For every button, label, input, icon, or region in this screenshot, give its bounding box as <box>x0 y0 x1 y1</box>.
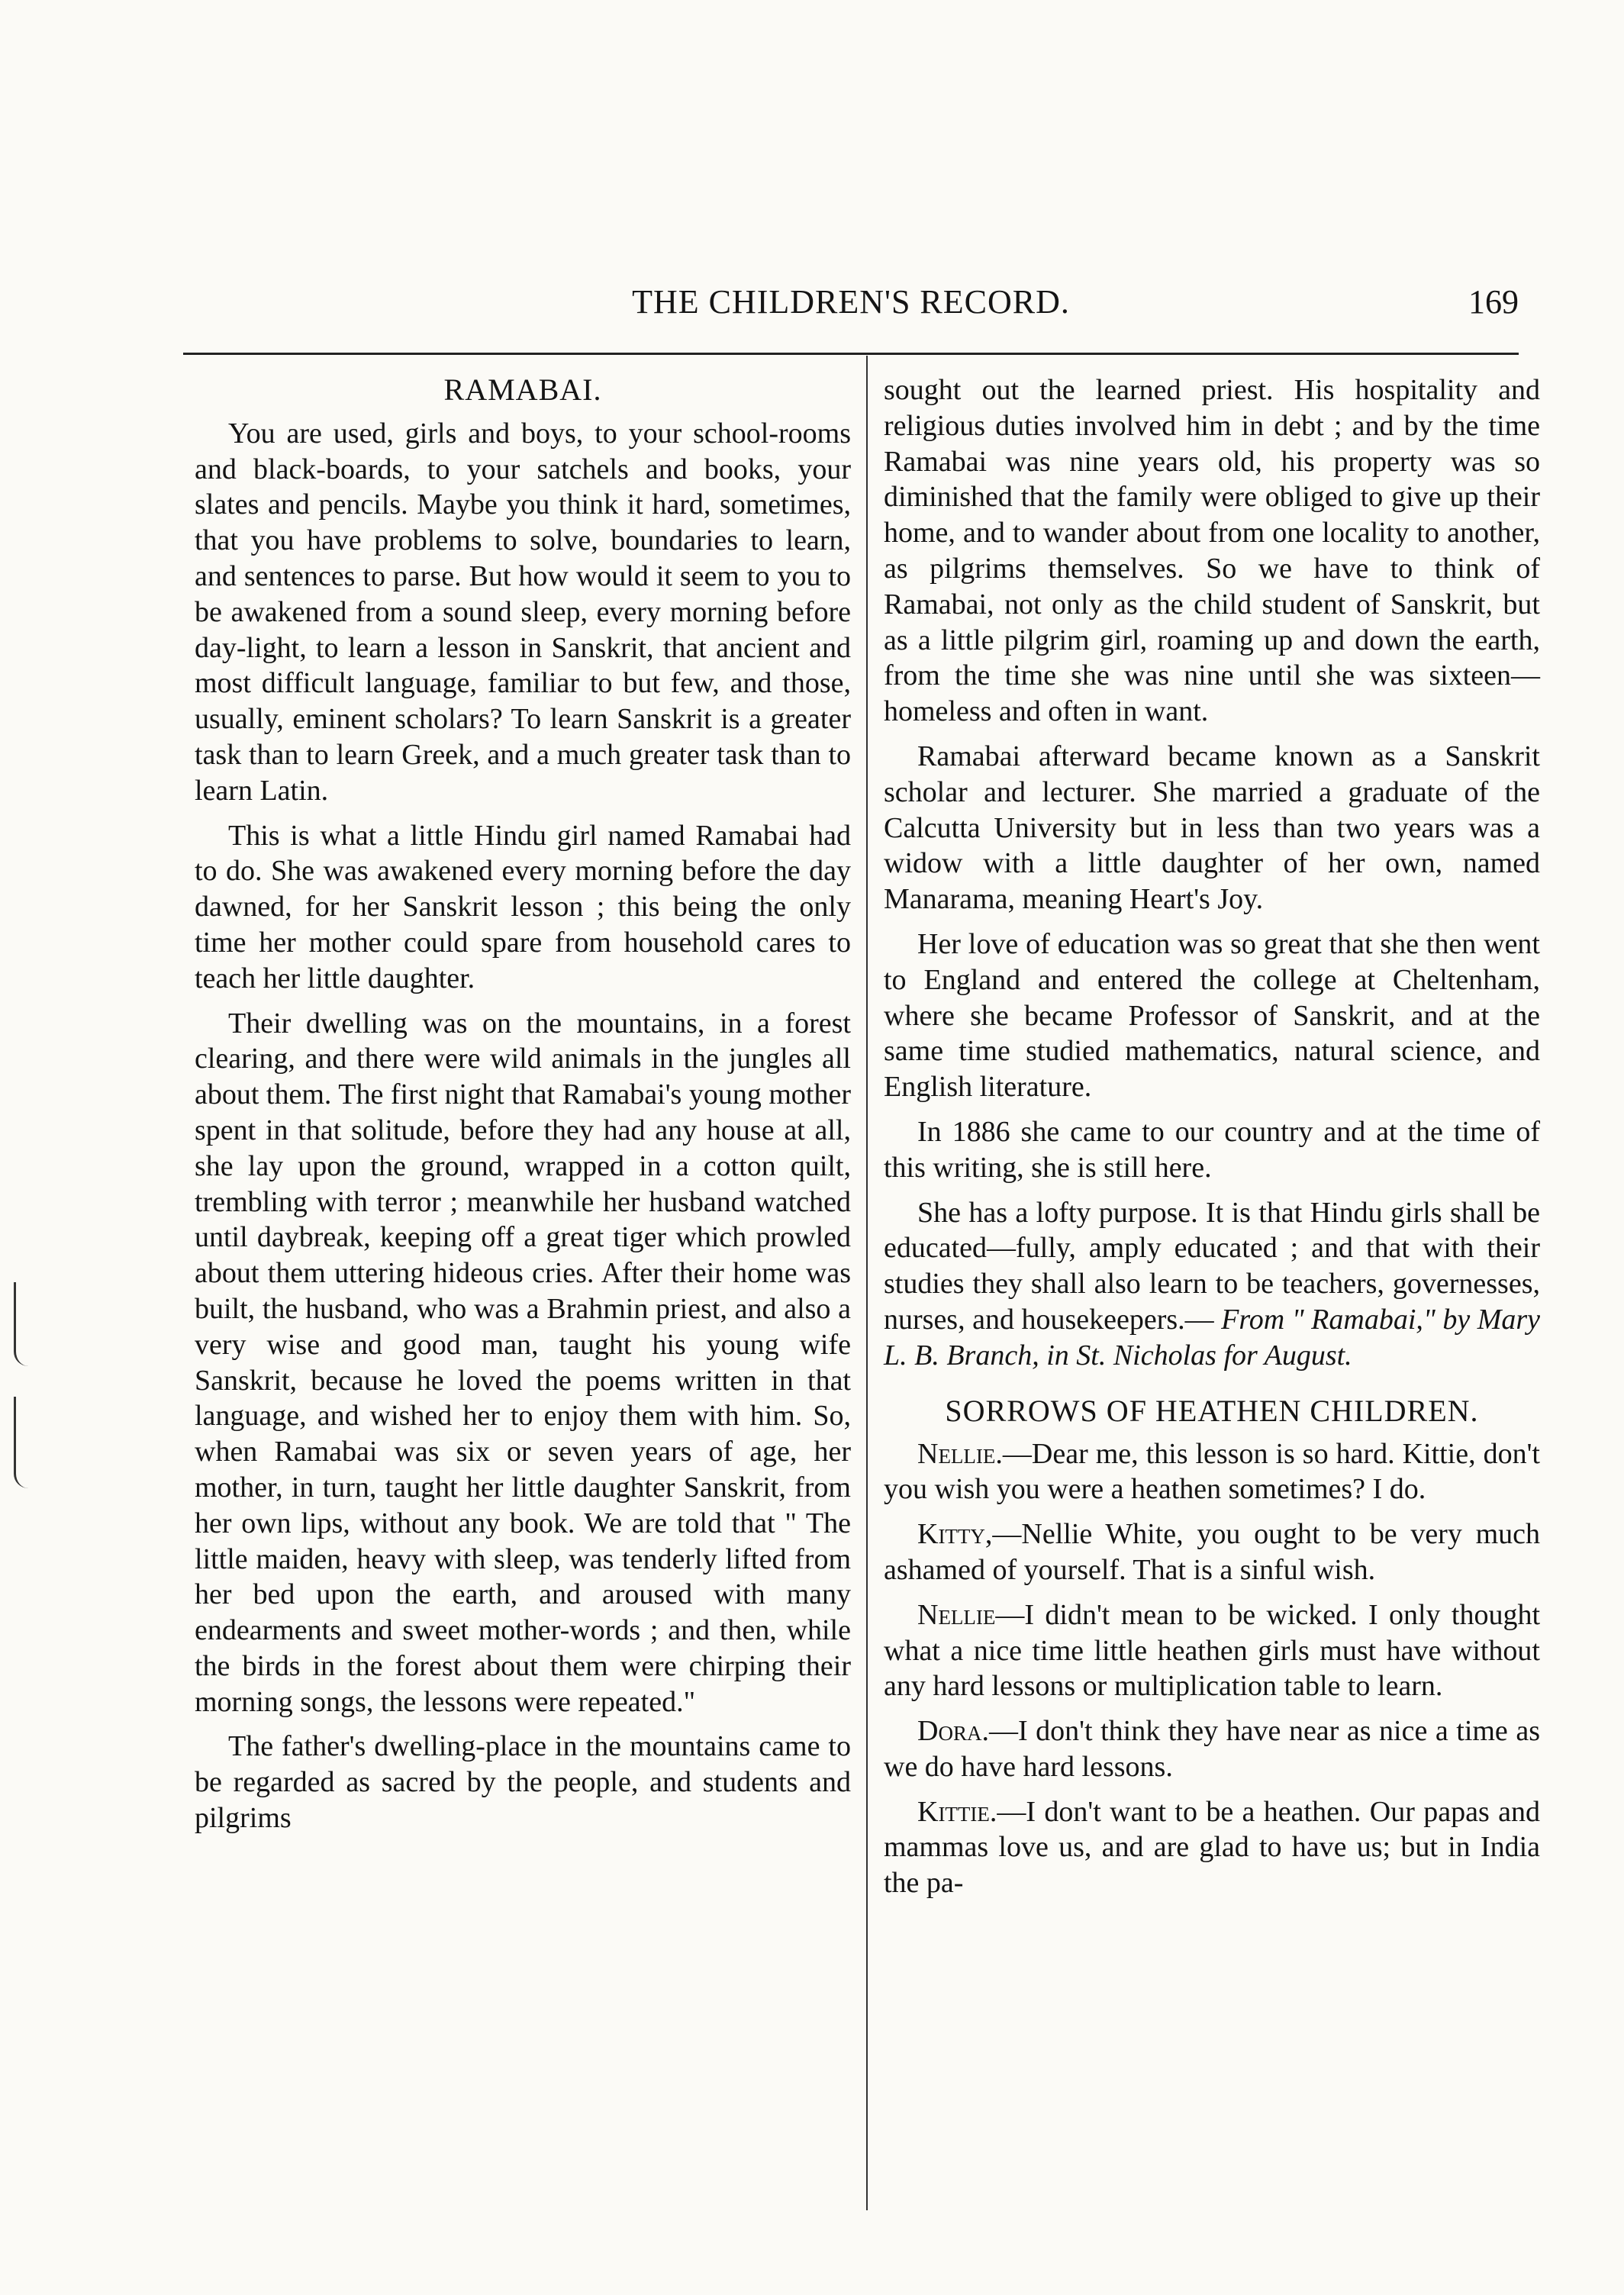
column-divider <box>866 356 868 2210</box>
dialogue-line <box>884 1517 1540 1588</box>
paragraph: Their dwelling was on the mountains, in a forest clearing, and there were wild animals in the jungles all about them. The first night that Ramabai's young mother spent in that solitude, before they had any house at all, she lay upon the ground, wrapped in a cotton quilt, trembling with terror ; meanwhile her husband watched until daybreak, keeping off a great tiger which prowled about them uttering hideous cries. After their home was built, the husband, who was a Brahmin priest, and also a very wise and good man, taught his young wife Sanskrit, because he loved the poems written in that language, and wished her to enjoy them with him. So, when Ramabai was six or seven years of age, her mother, in turn, taught her little daughter Sanskrit, from her own lips, without any book. We are told that " The little maiden, heavy with sleep, was tenderly lifted from her bed upon the earth, and aroused with many endearments and sweet mother-words ; and then, while the birds in the forest about them were chirping their morning songs, the lessons were repeated." <box>195 1007 851 1718</box>
speaker-name: Dora. <box>917 1715 989 1748</box>
paragraph <box>884 1195 1540 1374</box>
dialogue-line <box>884 1436 1540 1508</box>
page-number: 169 <box>1468 283 1519 321</box>
running-title: THE CHILDREN'S RECORD. <box>632 283 1070 321</box>
article-title-sorrows: SORROWS OF HEATHEN CHILDREN. <box>945 1393 1479 1428</box>
dialogue-text: —Dear me, this lesson is so hard. Kittie, don't you wish you were a heathen sometimes? I do. <box>884 1437 1540 1506</box>
paragraph: This is what a little Hindu girl named Ramabai had to do. She was awakened every morning before the day dawned, for her Sanskrit lesson ; this being the only time her mother could spare from household cares to teach her little daughter. <box>195 819 851 994</box>
attribution: From " Ramabai," by Mary L. B. Branch, in St. Nicholas for August. <box>884 1303 1541 1372</box>
article-title-ramabai: RAMABAI. <box>443 372 602 407</box>
header-rule <box>183 353 1519 355</box>
left-column <box>195 372 851 1845</box>
margin-scan-mark <box>14 1397 28 1488</box>
speaker-name: Kitty, <box>917 1518 993 1551</box>
page-header <box>183 282 1519 336</box>
paragraph: Her love of education was so great that she then went to England and entered the college at Cheltenham, where she became Professor of Sanskrit, and at the same time studied mathematics, natural science, and English literature. <box>884 927 1540 1104</box>
paragraph-continued: sought out the learned priest. His hospitality and religious duties involved him in debt ; and by the time Ramabai was nine years old, his property was so diminished that the family were obliged to give up their home, and to wander about from one locality to another, as pilgrims themselves. So we have to think of Ramabai, not only as the child student of Sanskrit, but as a little pilgrim girl, roaming up and down the earth, from the time she was nine until she was sixteen—homeless and often in want. <box>884 374 1540 728</box>
dialogue-text: —I don't think they have near as nice a time as we do have hard lessons. <box>884 1715 1540 1783</box>
paragraph: The father's dwelling-place in the mountains came to be regarded as sacred by the people, and students and pilgrims <box>195 1730 851 1835</box>
speaker-name: Kittie. <box>917 1795 997 1828</box>
dialogue-line <box>884 1794 1540 1901</box>
dialogue-text: —I don't want to be a heathen. Our papas and mammas love us, and are glad to have us; but in India the pa- <box>884 1795 1540 1900</box>
speaker-name: Nellie. <box>917 1437 1003 1470</box>
dialogue-line <box>884 1597 1540 1704</box>
paragraph: In 1886 she came to our country and at the time of this writing, she is still here. <box>884 1115 1540 1184</box>
dialogue-line <box>884 1713 1540 1785</box>
paragraph: Ramabai afterward became known as a Sanskrit scholar and lecturer. She married a graduate of the Calcutta University but in less than two years was a widow with a little daughter of her own, named Manarama, meaning Heart's Joy. <box>884 740 1540 916</box>
paragraph: You are used, girls and boys, to your school-rooms and black-boards, to your satchels and books, your slates and pencils. Maybe you think it hard, sometimes, that you have problems to solve, boundaries to learn, and sentences to parse. But how would it seem to you to be awakened from a sound sleep, every morning before day-light, to learn a lesson in Sanskrit, that ancient and most difficult language, familiar to but few, and those, usually, eminent scholars? To learn Sanskrit is a greater task than to learn Greek, and a much greater task than to learn Latin. <box>195 417 851 807</box>
speaker-name: Nellie <box>917 1598 996 1631</box>
right-column <box>884 372 1540 1910</box>
dialogue-text: —Nellie White, you ought to be very much ashamed of yourself. That is a sinful wish. <box>884 1518 1540 1586</box>
dialogue-text: —I didn't mean to be wicked. I only thought what a nice time little heathen girls must have without any hard lessons or multiplication table to learn. <box>884 1598 1540 1703</box>
margin-scan-mark <box>14 1282 28 1366</box>
paragraph-text: She has a lofty purpose. It is that Hindu girls shall be educated—fully, amply educated ; and that with their studies they shall also learn to be teachers, governesses, nurses, and housekeepers.— <box>884 1196 1540 1336</box>
